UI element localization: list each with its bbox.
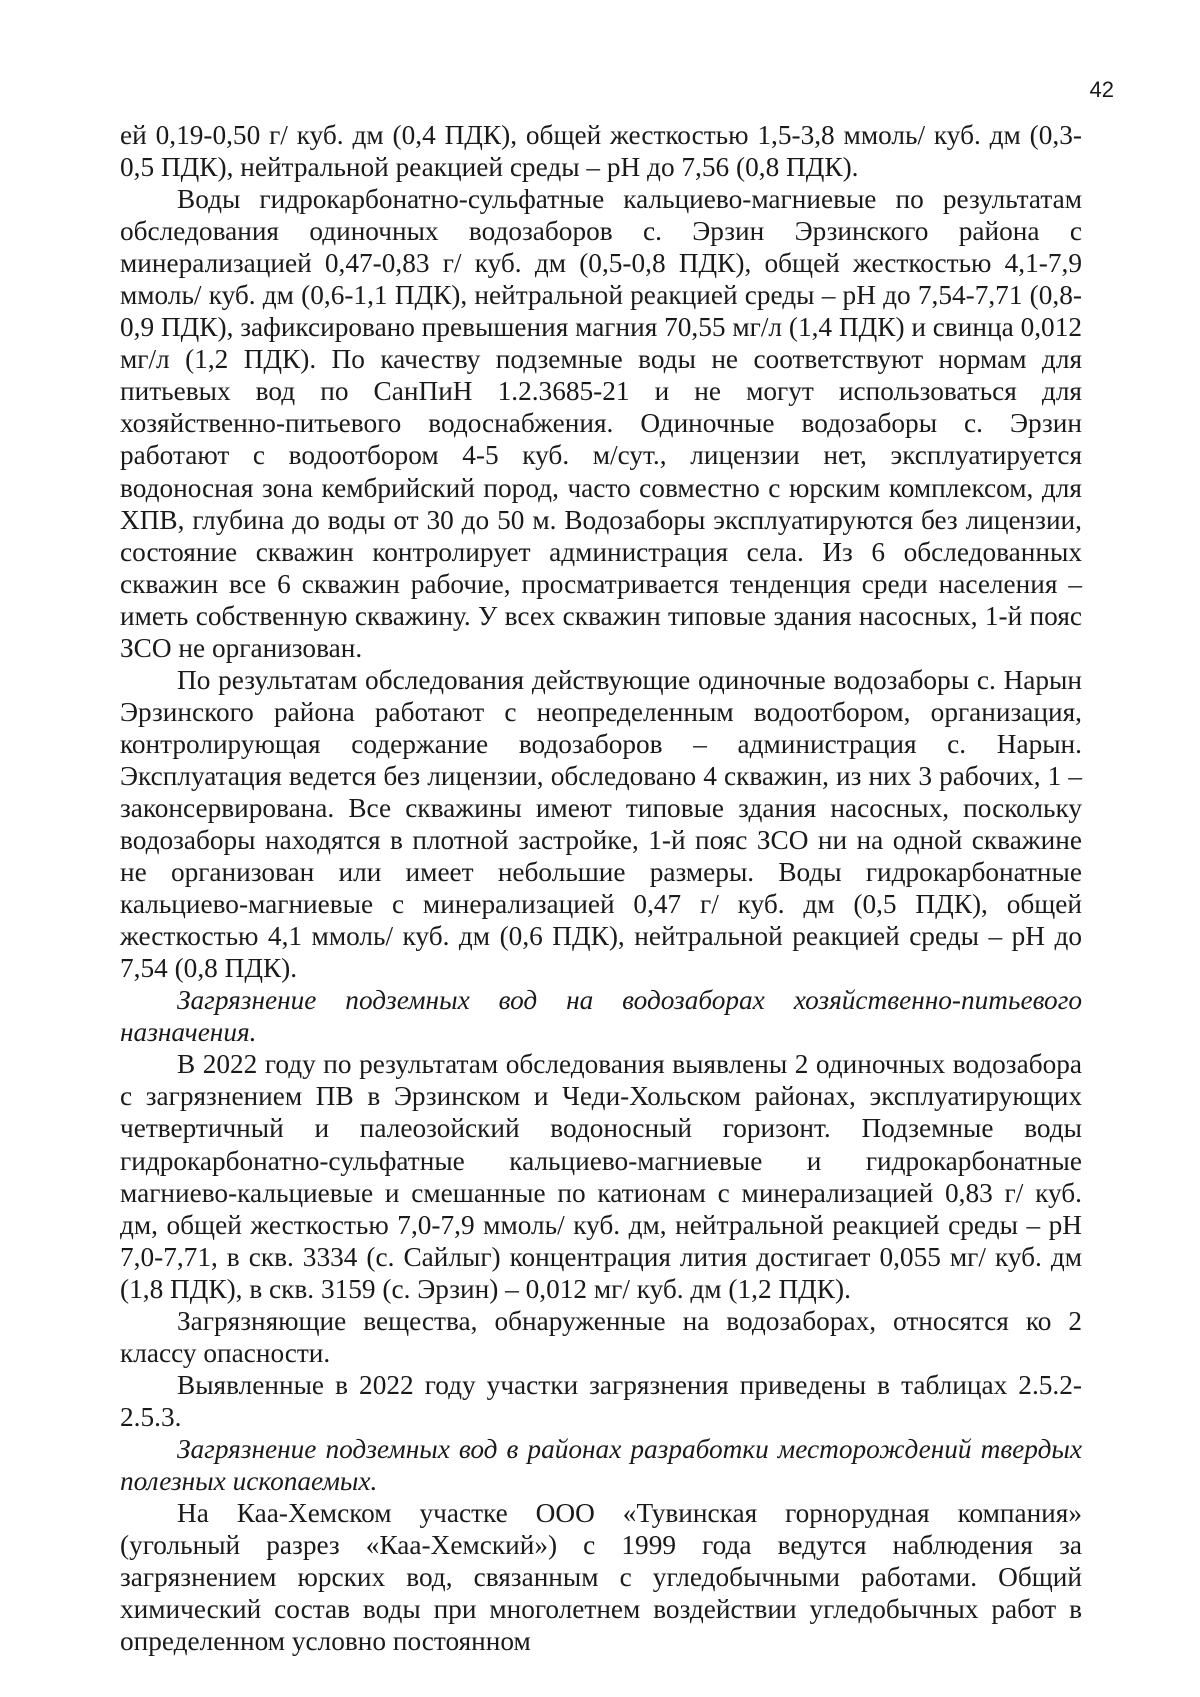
section-heading-mining-pollution: Загрязнение подземных вод в районах разработки месторождений твердых полезных ископаемых.: [120, 1433, 1082, 1496]
paragraph-hazard-class: Загрязняющие вещества, обнаруженные на водозаборах, относятся ко 2 классу опасности.: [120, 1305, 1082, 1368]
page-number: 42: [1089, 77, 1114, 102]
document-body: [120, 119, 1082, 1657]
paragraph-kaa-khem-site: На Каа-Хемском участке ООО «Тувинская горнорудная компания» (угольный разрез «Каа-Хемский») с 1999 года ведутся наблюдения за загрязнением юрских вод, связанным с угледобычными работами. Общий химический состав воды при многолетнем воздействии угледобычных работ в определенном условно постоянном: [120, 1498, 1082, 1657]
paragraph-naryn-waters: По результатам обследования действующие одиночные водозаборы с. Нарын Эрзинского района работают с неопределенным водоотбором, организация, контролирующая содержание водозаборов – администрация с. Нарын. Эксплуатация ведется без лицензии, обследовано 4 скважин, из них 3 рабочих, 1 – законсервирована. Все скважины имеют типовые здания насосных, поскольку водозаборы находятся в плотной застройке, 1-й пояс ЗСО ни на одной скважине не организован или имеет небольшие размеры. Воды гидрокарбонатные кальциево-магниевые с минерализацией 0,47 г/ куб. дм (0,5 ПДК), общей жесткостью 4,1 ммоль/ куб. дм (0,6 ПДК), нейтральной реакцией среды – pH до 7,54 (0,8 ПДК).: [120, 664, 1082, 984]
section-heading-drinking-water-pollution: Загрязнение подземных вод на водозаборах хозяйственно-питьевого назначения.: [120, 985, 1082, 1048]
paragraph-continuation: ей 0,19-0,50 г/ куб. дм (0,4 ПДК), общей жесткостью 1,5-3,8 ммоль/ куб. дм (0,3-0,5 ПДК), нейтральной реакцией среды – pH до 7,56 (0,8 ПДК).: [120, 120, 1082, 183]
paragraph-erzin-waters: Воды гидрокарбонатно-сульфатные кальциево-магниевые по результатам обследования одиночных водозаборов с. Эрзин Эрзинского района с минерализацией 0,47-0,83 г/ куб. дм (0,5-0,8 ПДК), общей жесткостью 4,1-7,9 ммоль/ куб. дм (0,6-1,1 ПДК), нейтральной реакцией среды – pH до 7,54-7,71 (0,8-0,9 ПДК), зафиксировано превышения магния 70,55 мг/л (1,4 ПДК) и свинца 0,012 мг/л (1,2 ПДК). По качеству подземные воды не соответствуют нормам для питьевых вод по СанПиН 1.2.3685-21 и не могут использоваться для хозяйственно-питьевого водоснабжения. Одиночные водозаборы с. Эрзин работают с водоотбором 4-5 куб. м/сут., лицензии нет, эксплуатируется водоносная зона кембрийский пород, часто совместно с юрским комплексом, для ХПВ, глубина до воды от 30 до 50 м. Водозаборы эксплуатируются без лицензии, состояние скважин контролирует администрация села. Из 6 обследованных скважин все 6 скважин рабочие, просматривается тенденция среди населения – иметь собственную скважину. У всех скважин типовые здания насосных, 1-й пояс ЗСО не организован.: [120, 184, 1082, 663]
paragraph-tables-reference: Выявленные в 2022 году участки загрязнения приведены в таблицах 2.5.2-2.5.3.: [120, 1369, 1082, 1432]
paragraph-2022-survey: В 2022 году по результатам обследования выявлены 2 одиночных водозабора с загрязнением ПВ в Эрзинском и Чеди-Хольском районах, эксплуатирующих четвертичный и палеозойский водоносный горизонт. Подземные воды гидрокарбонатно-сульфатные кальциево-магниевые и гидрокарбонатные магниево-кальциевые и смешанные по катионам с минерализацией 0,83 г/ куб. дм, общей жесткостью 7,0-7,9 ммоль/ куб. дм, нейтральной реакцией среды – pH 7,0-7,71, в скв. 3334 (с. Сайлыг) концентрация лития достигает 0,055 мг/ куб. дм (1,8 ПДК), в скв. 3159 (с. Эрзин) – 0,012 мг/ куб. дм (1,2 ПДК).: [120, 1049, 1082, 1304]
